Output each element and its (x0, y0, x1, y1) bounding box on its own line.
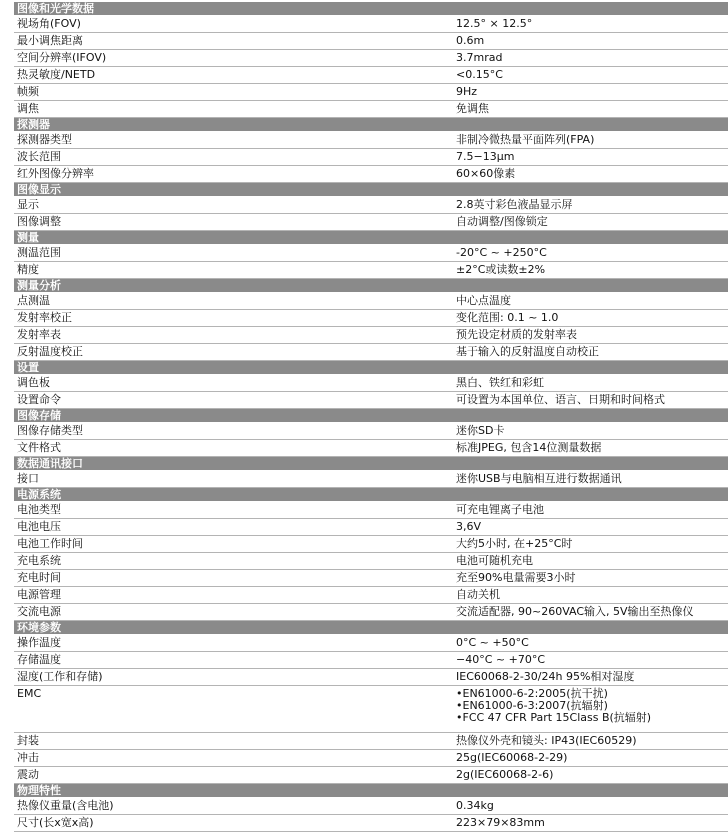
spec-label: 探测器类型 (17, 133, 72, 146)
spec-value: 基于输入的反射温度自动校正 (456, 345, 599, 358)
section-header: 电源系统 (14, 488, 728, 502)
spec-row (14, 16, 728, 33)
spec-value: -20°C ~ +250°C (456, 246, 547, 259)
spec-label: 设置命令 (17, 393, 61, 406)
spec-value: 3.7mrad (456, 51, 503, 64)
spec-row (14, 733, 728, 750)
spec-label: EMC (17, 687, 42, 700)
spec-value: 12.5° × 12.5° (456, 17, 533, 30)
spec-row (14, 652, 728, 669)
spec-value: ±2°C或读数±2% (456, 263, 546, 276)
spec-value: 9Hz (456, 85, 478, 98)
spec-value: 热像仪外壳和镜头: IP43(IEC60529) (456, 734, 637, 747)
spec-label: 精度 (17, 263, 39, 276)
spec-value: 0.6m (456, 34, 485, 47)
spec-row (14, 149, 728, 166)
spec-row (14, 767, 728, 784)
spec-label: 充电系统 (17, 554, 61, 567)
spec-value: 0°C ~ +50°C (456, 636, 529, 649)
spec-value: 3,6V (456, 520, 482, 533)
spec-label: 波长范围 (17, 150, 61, 163)
spec-value: 大约5小时, 在+25°C时 (456, 537, 573, 550)
spec-value (456, 688, 651, 724)
spec-label: 热灵敏度/NETD (17, 68, 96, 81)
spec-label: 存储温度 (17, 653, 61, 666)
spec-value: 充至90%电量需要3小时 (456, 571, 576, 584)
section-header: 测量分析 (14, 279, 728, 293)
spec-row (14, 686, 728, 733)
spec-value: 迷你USB与电脑相互进行数据通讯 (456, 472, 622, 485)
spec-label: 交流电源 (17, 605, 61, 618)
spec-value: <0.15°C (456, 68, 503, 81)
section-header: 测量 (14, 231, 728, 245)
section-header: 图像显示 (14, 183, 728, 197)
spec-row (14, 101, 728, 118)
spec-row (14, 67, 728, 84)
section-header: 物理特性 (14, 784, 728, 798)
spec-label: 视场角(FOV) (17, 17, 81, 30)
spec-label: 调色板 (17, 376, 50, 389)
spec-value: 变化范围: 0.1 ~ 1.0 (456, 311, 559, 324)
spec-row (14, 84, 728, 101)
spec-value: 预先设定材质的发射率表 (456, 328, 577, 341)
spec-label: 接口 (17, 472, 39, 485)
spec-label: 封装 (17, 734, 39, 747)
spec-label: 冲击 (17, 751, 39, 764)
spec-row (14, 587, 728, 604)
spec-value: −40°C ~ +70°C (456, 653, 545, 666)
spec-table (14, 2, 728, 832)
spec-label: 空间分辨率(IFOV) (17, 51, 107, 64)
spec-row (14, 392, 728, 409)
spec-row (14, 536, 728, 553)
spec-row (14, 166, 728, 183)
spec-row (14, 262, 728, 279)
spec-value: 交流适配器, 90~260VAC输入, 5V输出至热像仪 (456, 605, 694, 618)
spec-row (14, 50, 728, 67)
section-header: 设置 (14, 361, 728, 375)
spec-row (14, 604, 728, 621)
spec-row (14, 375, 728, 392)
spec-label: 发射率表 (17, 328, 61, 341)
section-header: 探测器 (14, 118, 728, 132)
spec-row (14, 570, 728, 587)
spec-label: 尺寸(长x宽x高) (17, 816, 94, 829)
spec-value: 电池可随机充电 (456, 554, 533, 567)
spec-value: 中心点温度 (456, 294, 511, 307)
spec-value-line: •EN61000-6-3:2007(抗辐射) (456, 699, 608, 712)
spec-row (14, 423, 728, 440)
spec-label: 图像调整 (17, 215, 61, 228)
spec-value: 25g(IEC60068-2-29) (456, 751, 568, 764)
spec-value: 2.8英寸彩色液晶显示屏 (456, 198, 573, 211)
spec-label: 最小调焦距离 (17, 34, 83, 47)
spec-row (14, 33, 728, 50)
section-header: 图像存储 (14, 409, 728, 423)
spec-value: IEC60068-2-30/24h 95%相对湿度 (456, 670, 635, 683)
spec-label: 操作温度 (17, 636, 61, 649)
spec-value: 可设置为本国单位、语言、日期和时间格式 (456, 393, 665, 406)
spec-row (14, 245, 728, 262)
spec-row (14, 635, 728, 652)
spec-value: 2g(IEC60068-2-6) (456, 768, 554, 781)
spec-label: 测温范围 (17, 246, 61, 259)
spec-row (14, 798, 728, 815)
spec-label: 电源管理 (17, 588, 61, 601)
spec-row (14, 440, 728, 457)
spec-value-line: •EN61000-6-2:2005(抗干扰) (456, 687, 608, 700)
spec-row (14, 553, 728, 570)
spec-label: 反射温度校正 (17, 345, 83, 358)
spec-label: 发射率校正 (17, 311, 72, 324)
spec-value: 60×60像素 (456, 167, 516, 180)
spec-value: 可充电锂离子电池 (456, 503, 544, 516)
spec-value: 黑白、铁红和彩虹 (456, 376, 544, 389)
spec-row (14, 214, 728, 231)
spec-label: 电池类型 (17, 503, 61, 516)
spec-row (14, 815, 728, 832)
spec-value: 自动关机 (456, 588, 500, 601)
spec-row (14, 471, 728, 488)
section-header: 环境参数 (14, 621, 728, 635)
spec-label: 充电时间 (17, 571, 61, 584)
spec-label: 湿度(工作和存储) (17, 670, 103, 683)
spec-row (14, 669, 728, 686)
spec-label: 点测温 (17, 294, 50, 307)
spec-row (14, 327, 728, 344)
spec-label: 红外图像分辨率 (17, 167, 94, 180)
spec-row (14, 310, 728, 327)
spec-label: 显示 (17, 198, 39, 211)
spec-value: 223×79×83mm (456, 816, 545, 829)
spec-value: 自动调整/图像锁定 (456, 215, 548, 228)
spec-value: 0.34kg (456, 799, 494, 812)
spec-value: 非制冷微热量平面阵列(FPA) (456, 133, 595, 146)
spec-row (14, 502, 728, 519)
spec-value: 免调焦 (456, 102, 489, 115)
spec-value: 迷你SD卡 (456, 424, 505, 437)
spec-row (14, 344, 728, 361)
section-header: 数据通讯接口 (14, 457, 728, 471)
spec-value: 标准JPEG, 包含14位测量数据 (456, 441, 602, 454)
spec-label: 图像存储类型 (17, 424, 83, 437)
section-header: 图像和光学数据 (14, 2, 728, 16)
spec-row (14, 750, 728, 767)
spec-row (14, 519, 728, 536)
spec-value: 7.5−13μm (456, 150, 515, 163)
spec-row (14, 293, 728, 310)
spec-label: 文件格式 (17, 441, 61, 454)
spec-row (14, 132, 728, 149)
spec-row (14, 197, 728, 214)
spec-label: 热像仪重量(含电池) (17, 799, 114, 812)
spec-label: 震动 (17, 768, 39, 781)
spec-label: 调焦 (17, 102, 39, 115)
spec-label: 电池工作时间 (17, 537, 83, 550)
spec-label: 电池电压 (17, 520, 61, 533)
spec-value-line: •FCC 47 CFR Part 15Class B(抗辐射) (456, 711, 652, 724)
spec-label: 帧频 (17, 85, 39, 98)
